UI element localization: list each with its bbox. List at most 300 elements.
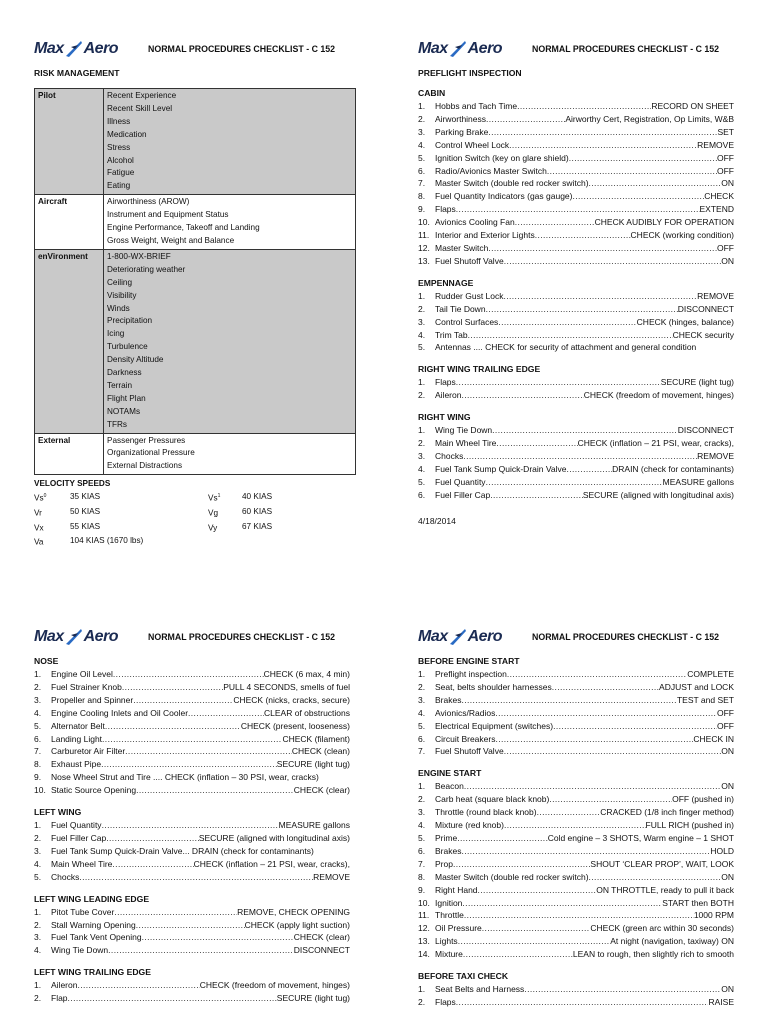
dot-leader [461,694,677,707]
item-number: 12. [418,242,430,253]
group-title: NOSE [34,656,59,666]
risk-item: Darkness [107,368,142,378]
checklist-item [418,909,734,922]
speed-symbol: Vx [34,523,44,533]
item-name: Fuel Filler Cap [435,489,491,500]
checklist-item [418,983,734,996]
item-action: OFF [717,165,734,176]
item-number: 2. [418,996,426,1007]
item-number: 13. [418,255,430,266]
item-number: 4. [418,707,426,718]
item-action: START then BOTH [662,897,734,908]
risk-item: Precipitation [107,316,153,326]
risk-items [104,433,356,475]
item-action: RECORD ON SHEET [651,101,734,111]
item-name: Fuel Quantity [51,820,102,831]
item-action: FULL RICH (pushed in) [645,820,734,831]
dot-leader [509,139,697,152]
item-action: Airworthy Cert, Registration, Op Limits, W&B [565,113,734,124]
item-number: 2. [34,681,42,692]
speed-value: 104 KIAS (1670 lbs) [70,536,144,546]
item-action: PULL 4 SECONDS, smells of fuel [223,681,350,692]
item-number: 8. [34,759,42,770]
checklist-item [418,316,734,329]
checklist-item [418,476,734,489]
speed-label [208,520,242,535]
checklist-item [418,177,734,190]
checklist-item [418,242,734,255]
item-action: CHECK AUDIBLY FOR OPERATION [594,217,734,228]
item-action: ON [721,255,734,266]
risk-item: Medication [107,129,147,139]
page-header [34,624,350,650]
checklist-item [418,681,734,694]
item-number: 5. [34,871,42,882]
dot-leader [456,203,700,216]
item-number: 1. [418,290,426,301]
item-name: Ignition Switch (key on glare shield) [435,152,569,163]
checklist-item [418,733,734,746]
risk-row [35,195,356,250]
checklist-item [418,806,734,819]
checklist-item [418,139,734,152]
checklist [34,819,350,884]
item-number: 2. [418,303,426,314]
speeds-title: VELOCITY SPEEDS [34,479,111,489]
doc-title: NORMAL PROCEDURES CHECKLIST - C 152 [148,632,336,642]
item-number: 5. [418,152,426,163]
item-name: Prop [435,858,453,869]
dot-leader [504,745,722,758]
dot-leader [453,858,590,871]
item-action: CHECK (clear) [293,932,350,943]
checklist-item [34,931,350,944]
risk-item: Engine Performance, Takeoff and Landing [107,223,260,233]
item-name: Seat Belts and Harness [435,984,525,995]
item-name: Fuel Shutoff Valve [435,746,504,757]
speed-symbol: Vs [208,494,218,504]
checklist-item [418,450,734,463]
item-action: At night (navigation, taxiway) ON [610,936,734,947]
checklist-item [418,884,734,897]
item-name: Beacon [435,781,464,792]
dot-leader [142,931,294,944]
dot-leader [537,806,601,819]
revision-date: 4/18/2014 [418,515,456,526]
item-action: CHECK (hinges, balance) [636,316,734,327]
dot-leader [105,720,241,733]
item-action: DISCONNECT [293,945,350,956]
item-number: 1. [418,377,426,388]
item-number: 7. [418,858,426,869]
speed-label [34,534,70,549]
speed-value: 55 KIAS [70,521,101,531]
item-number: 5. [418,342,426,353]
group-title: ENGINE START [418,768,482,779]
dot-leader [457,832,548,845]
item-action: Cold engine – 3 SHOTS, Warm engine – 1 SHOT [547,832,734,843]
checklist-item [418,897,734,910]
item-number: 7. [418,746,426,757]
item-number: 4. [418,463,426,474]
checklist-item [418,437,734,450]
airplane-icon [63,38,85,60]
checklist [34,979,350,1005]
item-action: CHECK (6 max, 4 min) [263,669,350,679]
item-name: Master Switch (double red rocker switch) [435,871,589,882]
dot-leader [486,113,565,126]
item-name: Wing Tie Down [51,945,109,956]
item-name: Nose Wheel Strut and Tire .... CHECK (inflation – 30 PSI, wear, cracks) [51,772,319,783]
risk-item: Illness [107,116,131,126]
checklist-item [418,780,734,793]
dot-leader [101,758,277,771]
item-action: REMOVE [697,290,734,301]
item-name: Fuel Tank Vent Opening [51,932,142,943]
checklist-groups [34,656,350,1005]
speed-symbol: Vg [208,508,219,518]
dot-leader [108,944,294,957]
item-number: 1. [418,669,426,679]
risk-item: Visibility [107,290,137,300]
dot-leader [458,935,611,948]
checklist-item [34,784,350,797]
speed-value: 40 KIAS [242,492,273,502]
item-name: Throttle [435,910,464,921]
item-name: Radio/Avionics Master Switch [435,165,547,176]
risk-item: Turbulence [107,342,148,352]
risk-item: Icing [107,329,125,339]
speed-symbol: Vy [208,523,218,533]
dot-leader [113,668,264,681]
item-action: REMOVE [313,871,350,882]
item-action: ON [721,746,734,757]
risk-item: Airworthiness (AROW) [107,197,190,207]
item-number: 11. [418,910,430,921]
risk-item: 1-800-WX-BRIEF [107,251,171,261]
item-action: DISCONNECT [677,303,734,314]
checklist [418,668,734,758]
risk-item: Recent Experience [107,91,177,100]
risk-item: Deteriorating weather [107,264,186,274]
checklist [418,100,734,268]
item-action: REMOVE, CHECK OPENING [237,906,350,917]
item-number: 1. [34,820,42,831]
dot-leader [468,329,673,342]
checklist-item [418,922,734,935]
item-name: Brakes [435,845,462,856]
dot-leader [478,884,597,897]
item-number: 8. [418,191,426,202]
item-name: Mixture (red knob) [435,820,504,831]
checklist-item [418,229,734,242]
risk-row [35,89,356,195]
item-name: Preflight inspection [435,669,507,679]
item-number: 1. [34,980,42,991]
section-title: RISK MANAGEMENT [34,68,120,78]
item-number: 9. [418,204,426,215]
item-number: 3. [418,694,426,705]
item-name: Master Switch (double red rocker switch) [435,178,589,189]
dot-leader [496,437,577,450]
dot-leader [589,871,722,884]
checklist-item [418,948,734,961]
item-name: Engine Cooling Inlets and Oil Cooler [51,707,189,718]
group-title: BEFORE TAXI CHECK [418,971,509,982]
item-name: Ignition [435,897,463,908]
group-title: LEFT WING TRAILING EDGE [34,967,151,978]
item-action: COMPLETE [687,669,734,679]
dot-leader [517,100,651,113]
item-number: 4. [34,945,42,956]
checklist-item [34,871,350,884]
dot-leader [482,922,591,935]
risk-row [35,433,356,475]
group-title: CABIN [418,88,446,98]
speed-label [34,490,70,505]
dot-leader [136,919,245,932]
doc-title: NORMAL PROCEDURES CHECKLIST - C 152 [148,44,336,54]
checklist-item [418,668,734,681]
dot-leader [569,152,717,165]
group-title: RIGHT WING [418,412,471,423]
risk-item: Flight Plan [107,393,146,403]
dot-leader [464,780,721,793]
item-name: Fuel Tank Sump Quick-Drain Valve [435,463,567,474]
speed-label [208,505,242,520]
item-action: OFF [717,242,734,253]
checklist-item [418,745,734,758]
group-title: RIGHT WING TRAILING EDGE [418,364,541,375]
item-name: Carburetor Air Filter [51,746,126,757]
risk-item: TFRs [107,419,128,429]
dot-leader [488,242,717,255]
item-action: SET [717,126,734,137]
checklist-item [34,707,350,720]
dot-leader [492,424,678,437]
checklist-item [34,979,350,992]
item-name: Carb heat (square black knob) [435,794,550,805]
item-name: Control Surfaces [435,316,499,327]
item-number: 10. [418,897,430,908]
dot-leader [535,229,631,242]
checklist-item [418,152,734,165]
speed-value: 60 KIAS [242,507,273,517]
item-action: CHECK (freedom of movement, hinges) [583,390,734,401]
dot-leader [504,290,698,303]
item-action: CHECK IN [693,733,734,744]
item-action: SECURE (light tug) [276,993,350,1004]
item-name: Main Wheel Tire [51,858,113,869]
item-number: 3. [34,932,42,943]
dot-leader [549,793,672,806]
checklist-item [418,203,734,216]
checklist [418,424,734,501]
item-action: MEASURE gallons [278,820,350,831]
item-number: 6. [418,489,426,500]
item-action: CRACKED (1/8 inch finger method) [600,807,734,818]
checklist-item [34,819,350,832]
speed-label [208,534,242,549]
item-name: Airworthiness [435,113,487,124]
dot-leader [463,948,573,961]
checklist-item [34,944,350,957]
item-name: Seat, belts shoulder harnesses [435,681,552,692]
item-name: Flaps [435,204,456,215]
speed-symbol: Vs [34,494,44,504]
dot-leader [462,897,662,910]
item-name: Aileron [435,390,462,401]
item-action: HOLD [710,845,734,856]
checklist [418,780,734,961]
airplane-icon [447,38,469,60]
dot-leader [504,819,646,832]
checklist-item [418,100,734,113]
dot-leader [504,255,722,268]
dot-leader [495,733,693,746]
speed-subscript: 1 [217,493,221,500]
item-action: CHECK (clear) [293,785,350,796]
dot-leader [495,707,717,720]
speed-label [34,520,70,535]
dot-leader [102,733,282,746]
page-header [34,36,356,62]
dot-leader [456,996,709,1009]
dot-leader [573,190,705,203]
item-name: Flaps [435,377,456,388]
item-name: Avionics/Radios [435,707,496,718]
maxaero-logo: Max Aero [34,626,136,648]
item-name: Chocks [435,450,464,461]
item-name: Tail Tie Down [435,303,486,314]
dot-leader [488,126,717,139]
dot-leader [136,784,294,797]
item-action: CHECK [704,191,734,202]
checklist-item [418,424,734,437]
dot-leader [77,979,199,992]
item-number: 3. [418,316,426,327]
dot-leader [507,668,687,681]
item-action: SECURE (light tug) [276,759,350,770]
risk-item: Gross Weight, Weight and Balance [107,235,235,245]
group-title: LEFT WING [34,807,82,818]
item-name: Trim Tab [435,329,468,340]
item-number: 3. [34,694,42,705]
risk-item: External Distractions [107,461,183,471]
dot-leader [68,992,277,1005]
item-number: 6. [34,733,42,744]
item-action: CHECK (apply light suction) [244,919,350,930]
item-action: SHOUT ‘CLEAR PROP’, WAIT, LOOK [590,858,734,869]
item-name: Lights [435,936,458,947]
dot-leader [114,906,237,919]
risk-items [104,89,356,195]
item-name: Electrical Equipment (switches) [435,720,554,731]
item-number: 9. [34,772,42,783]
checklist-item [418,463,734,476]
item-number: 2. [418,438,426,449]
dot-leader [463,450,697,463]
item-action: CHECK (inflation – 21 PSI, wear, cracks), [577,438,734,449]
item-action: CHECK security [672,329,734,340]
velocity-speeds [34,490,356,549]
checklist-item [418,832,734,845]
checklist-item [418,190,734,203]
risk-items [104,195,356,250]
risk-item: Recent Skill Level [107,103,173,113]
speed-label [34,505,70,520]
checklist [34,906,350,958]
item-name: Chocks [51,871,80,882]
risk-category: External [35,433,104,475]
item-action: OFF [717,152,734,163]
item-name: Master Switch [435,242,489,253]
item-name: Brakes [435,694,462,705]
checklist-item [418,996,734,1009]
group-title: EMPENNAGE [418,277,474,288]
dot-leader [490,489,583,502]
checklist-item [418,216,734,229]
item-number: 9. [418,884,426,895]
doc-title: NORMAL PROCEDURES CHECKLIST - C 152 [532,632,720,642]
checklist [34,668,350,797]
checklist-item [418,793,734,806]
item-action: CHECK (filament) [282,733,350,744]
item-name: Control Wheel Lock [435,139,510,150]
item-name: Fuel Quantity [435,476,486,487]
item-name: Static Source Opening [51,785,137,796]
item-name: Wing Tie Down [435,425,493,436]
item-action: CHECK (present, looseness) [240,720,350,731]
dot-leader [486,476,663,489]
checklist-item [418,871,734,884]
page-nose-wings [34,624,350,1005]
item-action: CHECK (freedom of movement, hinges) [199,980,350,991]
item-number: 1. [418,101,426,111]
item-action: CHECK (nicks, cracks, secure) [233,694,350,705]
risk-item: NOTAMs [107,406,141,416]
item-action: TEST and SET [676,694,734,705]
risk-item: Eating [107,181,131,191]
risk-item: Ceiling [107,277,133,287]
item-action: REMOVE [697,139,734,150]
item-name: Antennas .... CHECK for security of attachment and general condition [435,342,697,353]
dot-leader [122,681,223,694]
item-number: 2. [418,681,426,692]
risk-category: Aircraft [35,195,104,250]
item-name: Main Wheel Tire [435,438,497,449]
item-number: 5. [418,832,426,843]
speed-value: 35 KIAS [70,492,101,502]
item-name: Circuit Breakers [435,733,496,744]
dot-leader [464,909,694,922]
item-action: MEASURE gallons [662,476,734,487]
checklist-item [34,694,350,707]
checklist-item [34,668,350,681]
item-name: Prime [435,832,458,843]
item-action: CLEAR of obstructions [264,707,350,718]
checklist-item [418,165,734,178]
dot-leader [188,707,264,720]
item-name: Mixture [435,949,463,960]
risk-item: Organizational Pressure [107,448,195,458]
item-name: Fuel Tank Sump Quick-Drain Valve... DRAIN (check for contaminants) [51,845,314,856]
item-number: 2. [418,794,426,805]
item-action: OFF [717,720,734,731]
checklist-item [34,845,350,858]
item-action: ON [721,178,734,189]
item-name: Throttle (round black knob) [435,807,537,818]
